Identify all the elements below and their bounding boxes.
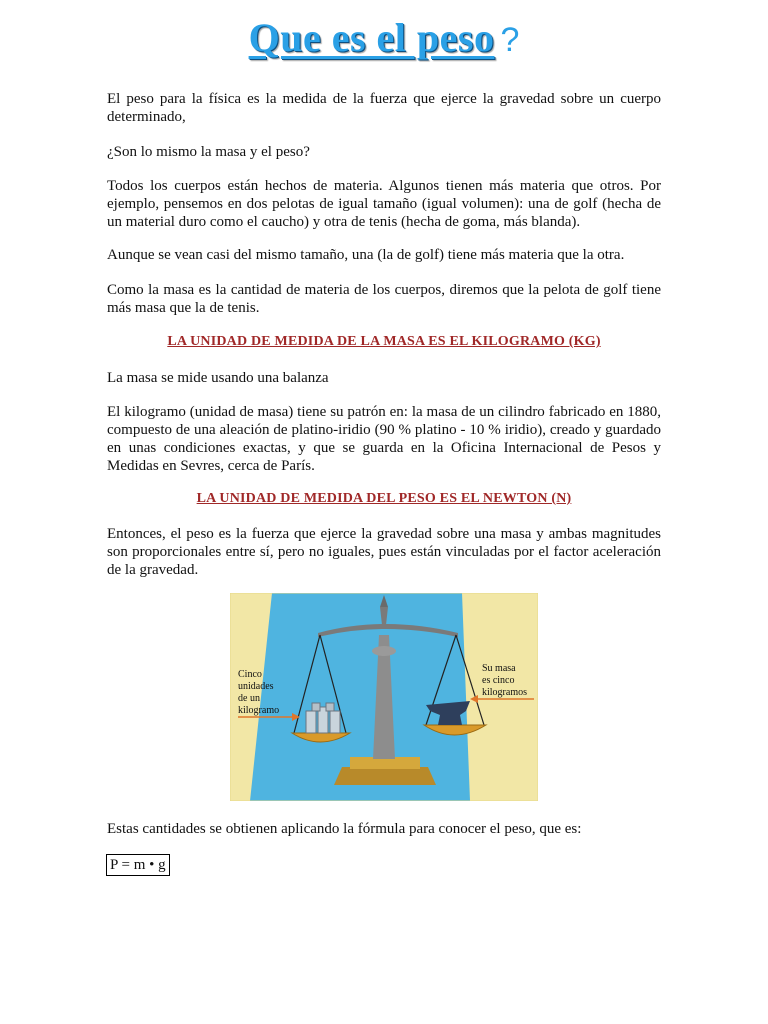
svg-text:kilogramo: kilogramo [238, 705, 280, 716]
weight-formula: P = m • g [106, 854, 170, 876]
paragraph-formula-intro: Estas cantidades se obtienen aplicando la fórmula para conocer el peso, que es: [107, 821, 582, 837]
svg-text:de un: de un [238, 693, 260, 704]
paragraph-golf: Aunque se vean casi del mismo tamaño, una (la de golf) tiene más materia que la otra. [107, 247, 625, 263]
balance-scale-image [230, 593, 538, 801]
svg-text:Cinco: Cinco [238, 669, 262, 680]
svg-text:Su masa: Su masa [482, 663, 516, 674]
paragraph-balanza: La masa se mide usando una balanza [107, 370, 329, 386]
scale-base [334, 767, 436, 785]
svg-text:kilogramos: kilogramos [482, 687, 527, 698]
paragraph-question: ¿Son lo mismo la masa y el peso? [107, 144, 310, 160]
paragraph-fuerza: Entonces, el peso es la fuerza que ejerce la gravedad sobre una masa y ambas magnitudes son proporcionales entre sí, pero no iguales, pues están vinculadas por el factor aceleración de la gravedad. [107, 526, 661, 578]
paragraph-definition: El peso para la física es la medida de la fuerza que ejerce la gravedad sobre un cuerpo determinado, [107, 91, 661, 125]
heading-newton: LA UNIDAD DE MEDIDA DEL PESO ES EL NEWTON (N) [196, 491, 572, 506]
title-question-mark: ? [500, 21, 520, 59]
heading-kilogramo: LA UNIDAD DE MEDIDA DE LA MASA ES EL KILOGRAMO (KG) [167, 334, 601, 349]
title-text: Que es el peso [248, 15, 495, 60]
paragraph-patron: El kilogramo (unidad de masa) tiene su patrón en: la masa de un cilindro fabricado en 1880, compuesto de una aleación de platino-iridio (90 % platino - 10 % iridio), creado y guardado en unas condiciones exactas, y que se guarda en la Oficina Internacional de Pesos y Medidas en Sevres, cerca de París. [107, 404, 661, 474]
paragraph-materia: Todos los cuerpos están hechos de materia. Algunos tienen más materia que otros. Por ejemplo, pensemos en dos pelotas de igual tamaño (igual volumen): una de golf (hecha de un material duro como el caucho) y otra de tenis (hecha de goma, más blanda). [107, 178, 661, 230]
balance-illustration [230, 593, 538, 801]
svg-text:unidades: unidades [238, 681, 274, 692]
document-title [0, 14, 768, 61]
svg-text:es cinco: es cinco [482, 675, 515, 686]
paragraph-masa: Como la masa es la cantidad de materia de los cuerpos, diremos que la pelota de golf tiene más masa que la de tenis. [107, 282, 661, 316]
